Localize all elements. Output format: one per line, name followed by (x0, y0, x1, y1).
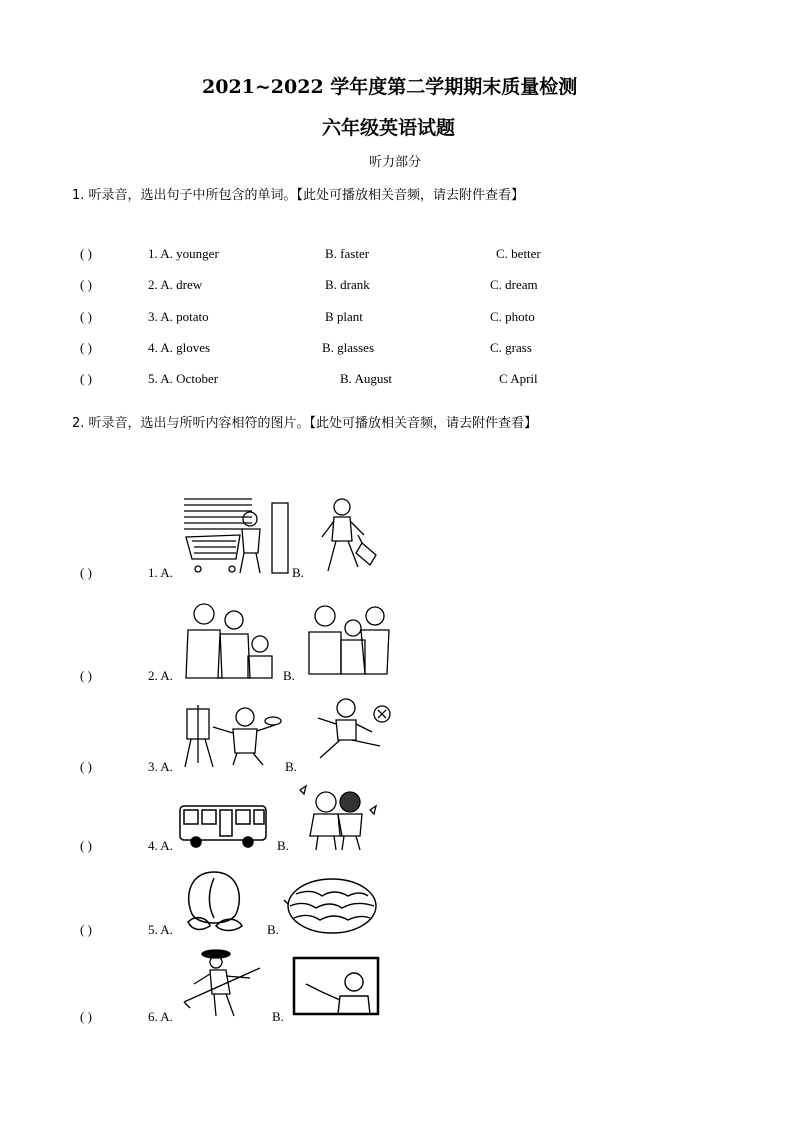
shopping-cart-boy-picture[interactable] (182, 497, 292, 577)
option-b: B. (285, 759, 297, 774)
answer-paren[interactable]: ( ) (80, 340, 92, 355)
option-c: C. dream (490, 277, 538, 292)
option-b: B. (292, 565, 304, 580)
boy-playing-football-picture[interactable] (310, 698, 394, 770)
two-children-picture[interactable] (296, 784, 378, 854)
answer-paren[interactable]: ( ) (80, 922, 92, 937)
boy-painting-picture[interactable] (183, 703, 283, 769)
option-c: C. photo (490, 309, 535, 324)
option-c: C April (499, 371, 538, 386)
page-subtitle: 六年级英语试题 (322, 117, 456, 139)
page-title: 2021~2022 学年度第二学期期末质量检测 (202, 76, 578, 98)
option-b: B plant (325, 309, 363, 324)
option-c: C. better (496, 246, 541, 261)
answer-paren[interactable]: ( ) (80, 277, 92, 292)
family-group-picture[interactable] (182, 600, 278, 680)
option-a: 1. A. (148, 565, 173, 580)
watermelon-picture[interactable] (282, 876, 378, 936)
option-a: 3. A. (148, 759, 173, 774)
bus-picture[interactable] (178, 804, 270, 850)
teacher-at-board-picture[interactable] (292, 956, 380, 1020)
q2-instruction: 2. 听录音，选出与所听内容相符的图片。【此处可播放相关音频，请去附件查看】 (72, 416, 538, 431)
peach-picture[interactable] (180, 868, 248, 934)
farmer-hoeing-picture[interactable] (180, 948, 268, 1018)
answer-paren[interactable]: ( ) (80, 838, 92, 853)
option-c: C. grass (490, 340, 532, 355)
option-b: B. (283, 668, 295, 683)
answer-paren[interactable]: ( ) (80, 668, 92, 683)
answer-paren[interactable]: ( ) (80, 759, 92, 774)
option-b: B. drank (325, 277, 370, 292)
answer-paren[interactable]: ( ) (80, 565, 92, 580)
option-a: 4. A. (148, 838, 173, 853)
option-b: B. faster (325, 246, 370, 261)
q1-instruction: 1. 听录音，选出句子中所包含的单词。【此处可播放相关音频，请去附件查看】 (72, 188, 525, 203)
boy-with-suitcase-picture[interactable] (318, 497, 396, 575)
option-b: B. (277, 838, 289, 853)
option-a: 2. A. drew (148, 277, 203, 292)
option-a: 3. A. potato (148, 309, 209, 324)
answer-paren[interactable]: ( ) (80, 1009, 92, 1024)
option-b: B. glasses (322, 340, 374, 355)
option-a: 4. A. gloves (148, 340, 211, 355)
answer-paren[interactable]: ( ) (80, 309, 92, 324)
answer-paren[interactable]: ( ) (80, 371, 92, 386)
section-label: 听力部分 (369, 155, 422, 170)
option-a: 5. A. October (148, 371, 219, 386)
option-a: 6. A. (148, 1009, 173, 1024)
family-group-2-picture[interactable] (305, 604, 389, 676)
option-a: 1. A. younger (148, 246, 219, 261)
answer-paren[interactable]: ( ) (80, 246, 92, 261)
option-b: B. (272, 1009, 284, 1024)
option-b: B. (267, 922, 279, 937)
option-a: 5. A. (148, 922, 173, 937)
option-b: B. August (340, 371, 393, 386)
option-a: 2. A. (148, 668, 173, 683)
